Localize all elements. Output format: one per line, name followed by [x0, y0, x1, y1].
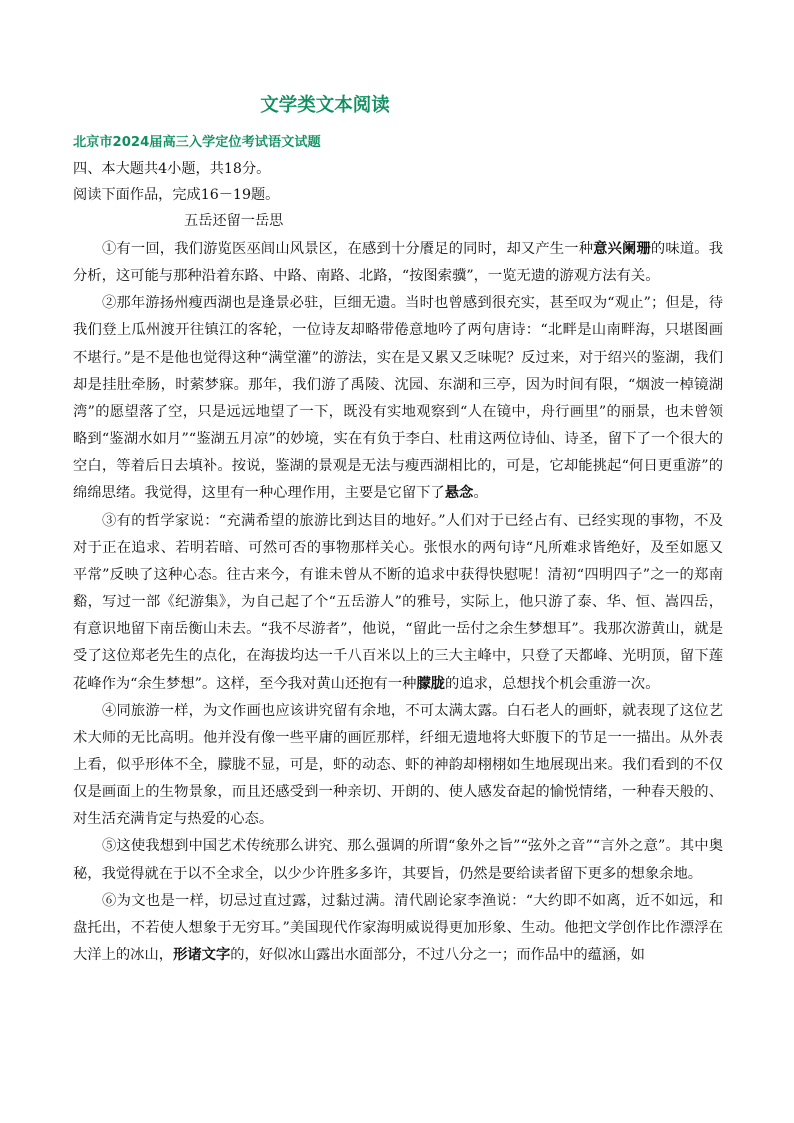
paragraph-6-emphasis: 形诸文字 [173, 947, 231, 964]
paragraph-1-text-a: ①有一回，我们游览医巫闾山风景区，在感到十分餍足的同时，却又产生一种 [102, 241, 594, 257]
paragraph-1 [73, 236, 723, 290]
essay-body [73, 236, 723, 969]
document-title: 文学类文本阅读 [260, 95, 390, 116]
paragraph-6-text-b: 的，好似冰山露出水面部分，不过八分之一；而作品中的蕴涵，如 [230, 947, 645, 964]
paragraph-2-text-b: 。 [473, 485, 488, 502]
exam-source: 北京市2024届高三入学定位考试语文试题 [73, 135, 321, 150]
paragraph-3 [73, 508, 723, 698]
instruction-line-2: 阅读下面作品，完成16－19题。 [73, 187, 280, 203]
paragraph-3-text-a: ③有的哲学家说：“充满希望的旅游比到达目的地好。”人们对于已经占有、已经实现的事物，不及对于正在追求、若明若暗、可然可否的事物那样关心。张恨水的两句诗“凡所难求皆绝好，及至如愿又平常”反映了这种心态。往古来今，有谁未曾从不断的追求中获得快慰呢！清初“四明四子”之一的郑南谿，写过一部《纪游集》，为自己起了个“五岳游人”的雅号，实际上，他只游了泰、华、恒、嵩四岳，有意识地留下南岳衡山未去。“我不尽游者”，他说，“留此一岳付之余生梦想耳”。我那次游黄山，就是受了这位郑老先生的点化，在海拔均达一千八百米以上的三大主峰中，只登了天都峰、光明顶，留下莲花峰作为“余生梦想”。这样，至今我对黄山还抱有一种 [73, 512, 723, 692]
paragraph-1-emphasis: 意兴阑珊 [593, 241, 651, 257]
paragraph-1-text-b: 的味道。我分析，这可能与那种沿着东路、中路、南路、北路，“按图索骥”，一览无遗的游观方法有关。 [73, 241, 723, 285]
paragraph-5: ⑤这使我想到中国艺术传统那么讲究、那么强调的所谓“象外之旨”“弦外之音”“言外之意”。其中奥秘，我觉得就在于以不全求全，以少少许胜多多许，其要旨，仍然是要给读者留下更多的想象余地。 [73, 838, 723, 882]
paragraph-6-text-a: ⑥为文也是一样，切忌过直过露，过黏过满。清代剧论家李渔说：“大约即不如离，近不如远，和盘托出，不若使人想象于无穷耳。”美国现代作家海明威说得更加形象、生动。他把文学创作比作漂浮在大洋上的冰山， [73, 892, 723, 964]
paragraph-2-emphasis: 悬念 [444, 485, 474, 502]
paragraph-2 [73, 290, 723, 507]
paragraph-6 [73, 888, 723, 969]
paragraph-3-text-b: 的追求，总想找个机会重游一次。 [445, 675, 660, 692]
instruction-line-1: 四、本大题共4小题，共18分。 [73, 161, 271, 177]
paragraph-2-text-a: ②那年游扬州瘦西湖也是逢景必驻，巨细无遗。当时也曾感到很充实，甚至叹为“观止”；但是，待我们登上瓜州渡开往镇江的客轮，一位诗友却略带倦意地吟了两句唐诗：“北畔是山南畔海，只堪图画不堪行。”是不是他也觉得这种“满堂灌”的游法，实在是又累又乏味呢？反过来，对于绍兴的鉴湖，我们却是挂肚牵肠，时萦梦寐。那年，我们游了禹陵、沈园、东湖和三亭，因为时间有限，“烟波一棹镜湖湾”的愿望落了空，只是远远地望了一下，既没有实地观察到“人在镜中，舟行画里”的丽景，也未曾领略到“鉴湖水如月”“鉴湖五月凉”的妙境，实在有负于李白、杜甫这两位诗仙、诗圣，留下了一个很大的空白，等着后日去填补。按说，鉴湖的景观是无法与瘦西湖相比的，可是，它却能挑起“何日更重游”的绵绵思绪。我觉得，这里有一种心理作用，主要是它留下了 [73, 295, 723, 502]
essay-title: 五岳还留一岳思 [184, 213, 284, 229]
paragraph-3-emphasis: 朦胧 [416, 675, 446, 692]
paragraph-4: ④同旅游一样，为文作画也应该讲究留有余地，不可太满太露。白石老人的画虾，就表现了这位艺术大师的无比高明。他并没有像一些平庸的画匠那样，纤细无遗地将大虾腹下的节足一一描出。从外表上看，似乎形体不全，朦胧不显，可是，虾的动态、虾的神韵却栩栩如生地展现出来。我们看到的不仅仅是画面上的生物景象，而且还感受到一种亲切、开朗的、使人感发奋起的愉悦情绪，一种春天般的、对生活充满肯定与热爱的心态。 [73, 702, 723, 828]
